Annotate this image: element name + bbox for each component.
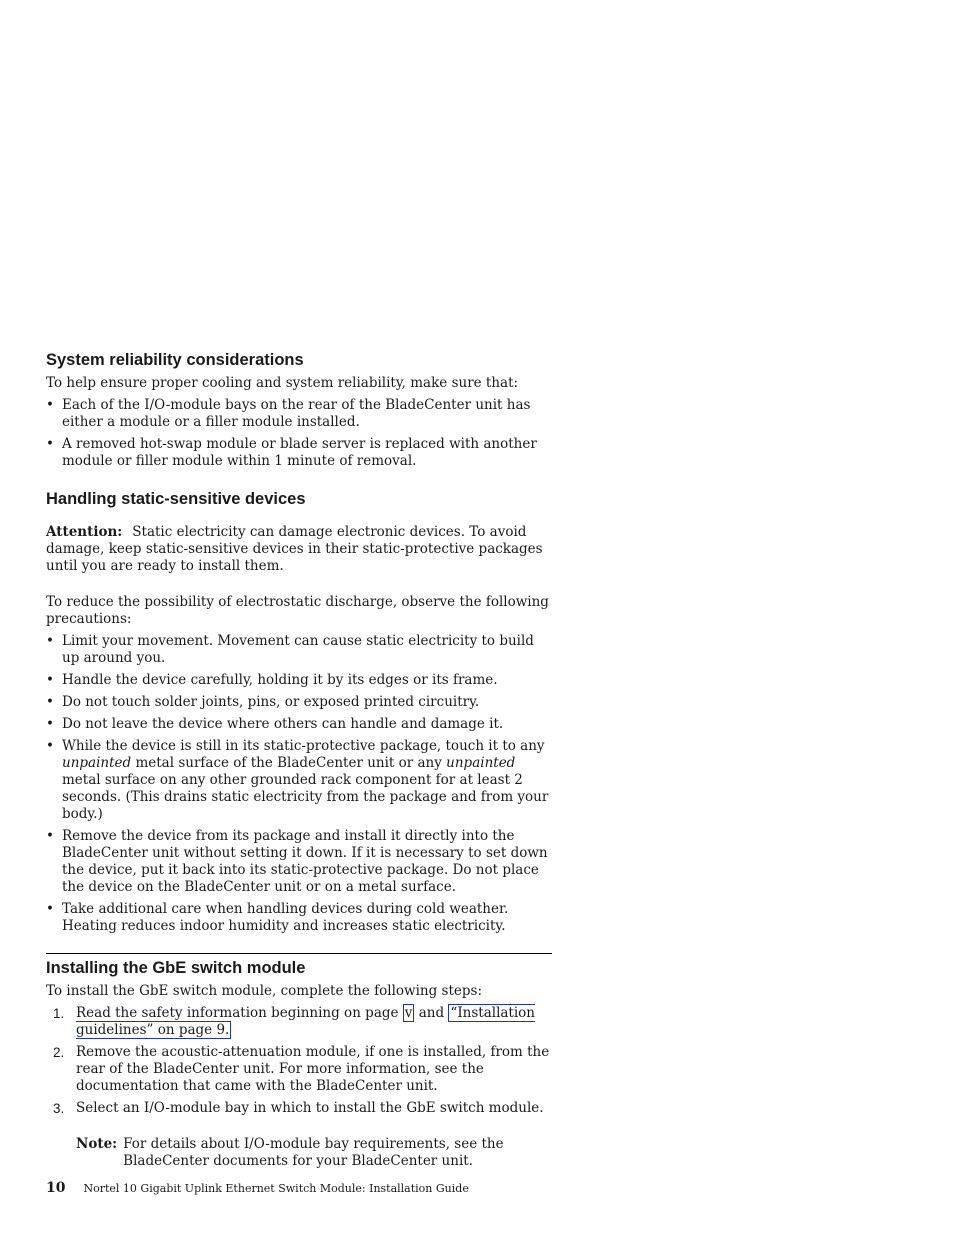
step-text: Remove the acoustic-attenuation module, if one is installed, from the rear of the BladeCenter unit. For more information, see the documentation that came with the BladeCenter unit.: [76, 1044, 550, 1094]
text-run: metal surface of the BladeCenter unit or any: [135, 755, 442, 771]
text-run: and: [418, 1005, 445, 1021]
note: [76, 1136, 552, 1170]
emphasis: unpainted: [446, 755, 516, 771]
page-number: 10: [46, 1180, 66, 1196]
steps-list: [46, 1005, 552, 1117]
section-heading-static-sensitive: Handling static-sensitive devices: [46, 490, 306, 508]
bullet-list: [46, 397, 552, 470]
bullet-list: [46, 633, 552, 935]
text-run: Read the safety information beginning on page: [76, 1005, 399, 1021]
section-divider: [46, 953, 552, 980]
list-item: • Do not leave the device where others can handle and damage it.: [46, 716, 552, 733]
attention-label: Attention:: [46, 524, 123, 540]
step-number: 2.: [53, 1045, 65, 1060]
step-item: [46, 1044, 552, 1095]
step-number: 3.: [53, 1101, 65, 1116]
paragraph: To install the GbE switch module, complete the following steps:: [46, 983, 483, 999]
step-item: [46, 1005, 552, 1039]
installation-guidelines-link[interactable]: “Installation guidelines” on page 9.: [76, 1005, 536, 1038]
note-text: For details about I/O-module bay requirements, see the BladeCenter documents for your BladeCenter unit.: [123, 1136, 504, 1169]
list-item: • A removed hot-swap module or blade server is replaced with another module or filler module within 1 minute of removal.: [46, 436, 552, 470]
list-item: • Limit your movement. Movement can cause static electricity to build up around you.: [46, 633, 552, 667]
section-heading-system-reliability: System reliability considerations: [46, 351, 304, 369]
list-item: [46, 738, 552, 823]
emphasis: unpainted: [62, 755, 132, 771]
list-item: • Handle the device carefully, holding it by its edges or its frame.: [46, 672, 552, 689]
list-item: • Remove the device from its package and install it directly into the BladeCenter unit without setting it down. If it is necessary to set down the device, put it back into its static-protective package. Do not place the device on the BladeCenter unit or on a metal surface.: [46, 828, 552, 896]
paragraph: To reduce the possibility of electrostatic discharge, observe the following precautions:: [46, 594, 549, 627]
text-run: metal surface on any other grounded rack component for at least 2 seconds. (This drains static electricity from the package and from your body.): [62, 772, 549, 822]
section-heading-installing: Installing the GbE switch module: [46, 959, 306, 977]
step-text: Select an I/O-module bay in which to install the GbE switch module.: [76, 1100, 544, 1116]
list-item: • Take additional care when handling devices during cold weather. Heating reduces indoor humidity and increases static electricity.: [46, 901, 552, 935]
text-run: While the device is still in its static-protective package, touch it to any: [62, 738, 545, 754]
note-label: Note:: [76, 1136, 118, 1152]
document-title: Nortel 10 Gigabit Uplink Ethernet Switch Module: Installation Guide: [83, 1182, 469, 1195]
step-number: 1.: [53, 1006, 65, 1021]
paragraph: To help ensure proper cooling and system reliability, make sure that:: [46, 375, 519, 391]
attention-paragraph: [46, 524, 552, 575]
list-item: • Each of the I/O-module bays on the rear of the BladeCenter unit has either a module or a filler module installed.: [46, 397, 552, 431]
page-content: [46, 348, 552, 1170]
step-item: [46, 1100, 552, 1117]
page-link[interactable]: v: [404, 1005, 413, 1021]
list-item: • Do not touch solder joints, pins, or exposed printed circuitry.: [46, 694, 552, 711]
page-footer: [46, 1180, 469, 1197]
attention-text: Static electricity can damage electronic devices. To avoid damage, keep static-sensitive devices in their static-protective packages until you are ready to install them.: [46, 524, 543, 574]
